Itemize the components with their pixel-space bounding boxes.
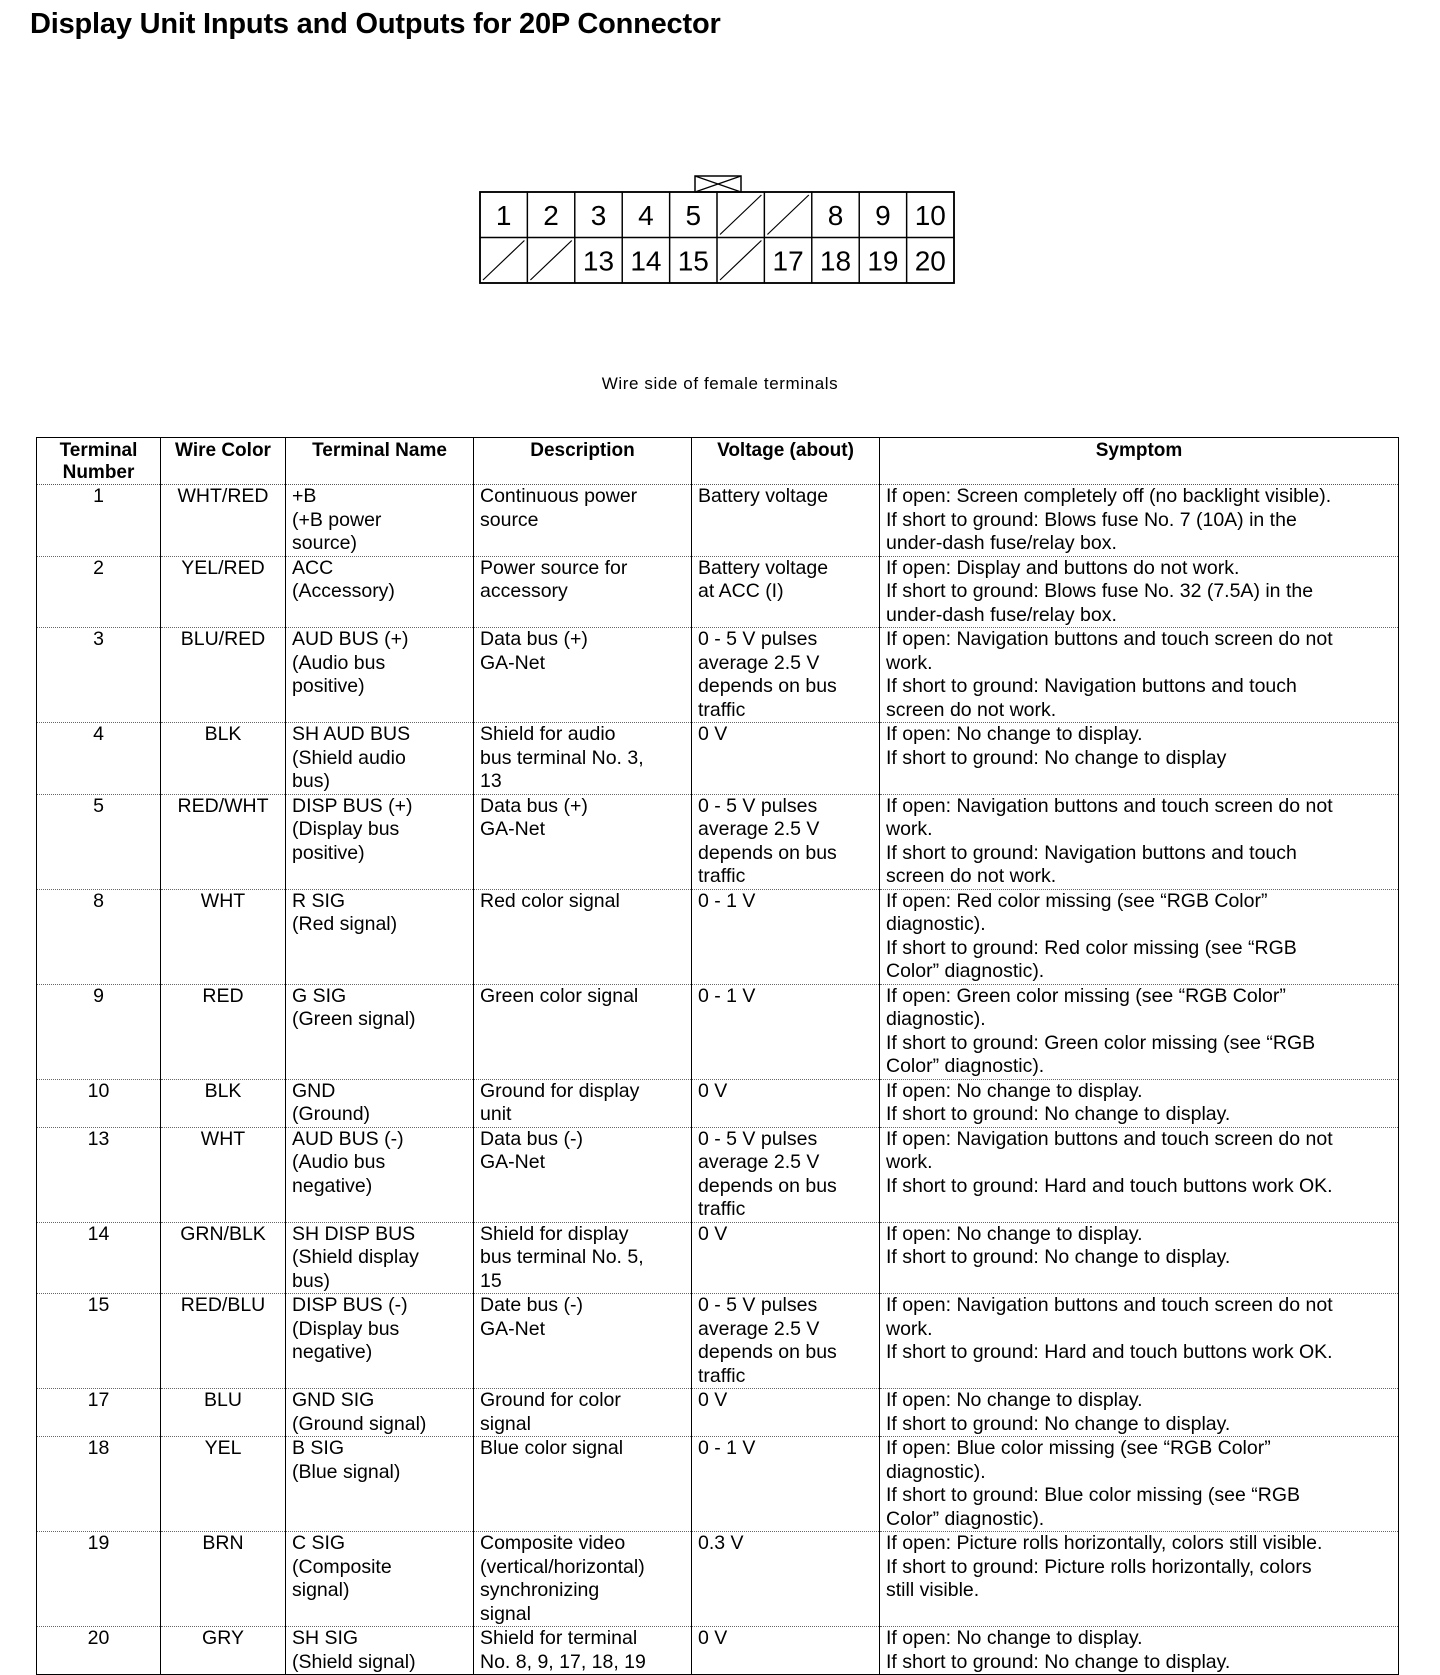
cell-description [474,556,692,628]
cell-terminal-number: 17 [37,1389,161,1437]
table-row [37,556,1399,628]
cell-symptom-line: work. [886,818,933,840]
table-row [37,1389,1399,1437]
header-terminal-name: Terminal Name [286,438,474,485]
table-row [37,1437,1399,1532]
cell-description [474,485,692,557]
cell-symptom [880,1294,1399,1389]
cell-terminal-name-line: (Red signal) [292,913,398,935]
cell-description-line: GA-Net [480,651,546,674]
connector-diagram [478,172,956,284]
cell-terminal-name [286,984,474,1079]
cell-symptom-line: work. [886,651,933,674]
cell-description-line: bus terminal No. 3, [480,746,644,769]
terminal-number-19: 19 [867,245,899,277]
cell-description-line: GA-Net [480,1151,546,1173]
cell-description-line: GA-Net [480,818,546,840]
cell-symptom-line: If short to ground: Picture rolls horizontally, colors [886,1555,1312,1578]
cell-symptom-line: Color” diagnostic). [886,960,1045,982]
table-row [37,1127,1399,1222]
cell-terminal-name-line: (+B power [292,508,382,531]
cell-terminal-name-line: (Ground) [292,1103,371,1125]
cell-symptom [880,485,1399,557]
cell-terminal-name [286,1222,474,1294]
cell-description-line: Date bus (-) [480,1294,583,1316]
connector-caption: Wire side of female terminals [601,374,839,393]
cell-symptom-line: If open: Display and buttons do not work. [886,556,1240,579]
cell-description-line: 13 [480,770,502,792]
cell-terminal-name-line: (Ground signal) [292,1412,427,1435]
table-row [37,723,1399,795]
cell-symptom-line: If open: Navigation buttons and touch screen do not [886,1127,1333,1150]
cell-symptom-line: work. [886,1151,933,1173]
cell-terminal-number: 8 [37,889,161,984]
cell-terminal-name-line: (Audio bus [292,651,386,674]
cell-symptom [880,1627,1399,1675]
cell-symptom-line: under-dash fuse/relay box. [886,532,1117,554]
cell-voltage-line: 0 - 1 V [698,889,756,912]
cell-terminal-name-line: SH AUD BUS [292,723,411,745]
cell-wire-color: GRN/BLK [161,1222,286,1294]
cell-symptom-line: If short to ground: Hard and touch buttons work OK. [886,1174,1333,1197]
cell-symptom-line: If short to ground: No change to display [886,746,1227,769]
cell-voltage-line: at ACC (I) [698,580,784,602]
cell-wire-color: GRY [161,1627,286,1675]
cell-terminal-number: 15 [37,1294,161,1389]
unused-terminal-slash [720,195,761,235]
cell-symptom-line: still visible. [886,1579,980,1601]
table-row [37,485,1399,557]
cell-symptom-line: If open: Green color missing (see “RGB Color” [886,984,1286,1007]
cell-symptom-line: If short to ground: Navigation buttons and touch [886,675,1297,697]
cell-voltage-line: depends on bus [698,841,837,864]
terminal-number-9: 9 [875,199,891,231]
cell-symptom-line: If open: Screen completely off (no backlight visible). [886,485,1332,507]
cell-wire-color: WHT/RED [161,485,286,557]
cell-terminal-number: 14 [37,1222,161,1294]
header-voltage: Voltage (about) [692,438,880,485]
cell-voltage [692,1079,880,1127]
cell-wire-color: YEL/RED [161,556,286,628]
cell-terminal-name-line: AUD BUS (+) [292,628,409,650]
cell-terminal-number: 20 [37,1627,161,1675]
cell-terminal-name-line: DISP BUS (-) [292,1294,408,1316]
cell-voltage [692,889,880,984]
cell-voltage [692,485,880,557]
cell-terminal-number: 18 [37,1437,161,1532]
cell-symptom [880,628,1399,723]
cell-description [474,1389,692,1437]
cell-voltage-line: traffic [698,698,746,721]
cell-description-line: (vertical/horizontal) [480,1555,645,1578]
cell-terminal-name-line: bus) [292,770,330,792]
cell-voltage [692,1437,880,1532]
table-row [37,1079,1399,1127]
page-title: Display Unit Inputs and Outputs for 20P Connector [30,8,721,40]
cell-description [474,1627,692,1675]
cell-symptom-line: If short to ground: Green color missing (see “RGB [886,1031,1316,1054]
cell-wire-color: WHT [161,1127,286,1222]
cell-terminal-name-line: (Green signal) [292,1008,416,1030]
table-header-row [37,438,1399,485]
cell-description-line: source [480,508,539,531]
cell-voltage-line: average 2.5 V [698,651,820,674]
cell-description-line: No. 8, 9, 17, 18, 19 [480,1650,646,1673]
terminal-number-10: 10 [914,199,946,231]
cell-terminal-name [286,1294,474,1389]
cell-terminal-name-line: negative) [292,1174,373,1197]
cell-symptom [880,794,1399,889]
cell-terminal-name-line: G SIG [292,984,347,1007]
cell-voltage [692,556,880,628]
cell-wire-color: WHT [161,889,286,984]
cell-terminal-name-line: ACC [292,556,334,579]
cell-terminal-name [286,1627,474,1675]
terminal-number-14: 14 [630,245,662,277]
terminal-number-13: 13 [582,245,615,277]
cell-wire-color: YEL [161,1437,286,1532]
header-symptom: Symptom [880,438,1399,485]
cell-terminal-name [286,556,474,628]
cell-symptom-line: If short to ground: No change to display. [886,1103,1231,1125]
cell-description-line: signal [480,1602,531,1625]
table-body [37,485,1399,1675]
cell-symptom-line: If open: Picture rolls horizontally, colors still visible. [886,1532,1323,1554]
cell-wire-color: BLU/RED [161,628,286,723]
cell-description-line: Composite video [480,1532,626,1554]
cell-description-line: Green color signal [480,984,639,1007]
table-row [37,1627,1399,1675]
cell-voltage-line: 0 - 1 V [698,1437,756,1459]
terminal-number-3: 3 [590,199,607,231]
cell-description [474,889,692,984]
cell-symptom-line: under-dash fuse/relay box. [886,603,1117,626]
cell-symptom-line: If short to ground: Red color missing (see “RGB [886,936,1297,959]
cell-voltage-line: average 2.5 V [698,1151,820,1173]
cell-symptom-line: If short to ground: No change to display. [886,1412,1231,1435]
cell-terminal-name-line: GND SIG [292,1389,375,1411]
cell-symptom-line: If open: Navigation buttons and touch screen do not [886,628,1333,650]
cell-terminal-number: 3 [37,628,161,723]
cell-description-line: GA-Net [480,1317,546,1340]
cell-symptom-line: If short to ground: No change to display. [886,1650,1231,1673]
cell-symptom-line: diagnostic). [886,913,986,935]
cell-symptom-line: If open: Navigation buttons and touch screen do not [886,1294,1333,1316]
cell-description-line: unit [480,1103,512,1125]
cell-terminal-name [286,1437,474,1532]
cell-terminal-name-line: positive) [292,841,365,864]
cell-description-line: Red color signal [480,889,620,912]
cell-description-line: Continuous power [480,485,638,507]
cell-description [474,984,692,1079]
cell-voltage-line: 0 V [698,723,728,745]
cell-voltage-line: 0 - 5 V pulses [698,628,818,650]
cell-terminal-name-line: signal) [292,1579,350,1601]
cell-terminal-name-line: R SIG [292,889,346,912]
cell-symptom-line: If open: No change to display. [886,1389,1143,1411]
cell-description-line: Data bus (-) [480,1127,583,1150]
cell-symptom-line: If open: No change to display. [886,1627,1143,1649]
cell-symptom [880,556,1399,628]
cell-terminal-name-line: bus) [292,1269,330,1292]
cell-symptom-line: If open: Navigation buttons and touch screen do not [886,794,1333,817]
unused-terminal-slash [767,195,808,235]
cell-description [474,1294,692,1389]
cell-terminal-name-line: (Audio bus [292,1151,386,1173]
connector-svg [478,172,956,284]
cell-voltage [692,1532,880,1627]
cell-description-line: Shield for display [480,1222,629,1245]
table-row [37,1532,1399,1627]
cell-symptom [880,1222,1399,1294]
terminal-number-17: 17 [772,245,804,277]
cell-wire-color: RED/BLU [161,1294,286,1389]
cell-terminal-name [286,628,474,723]
cell-description [474,1222,692,1294]
cell-description-line: Data bus (+) [480,628,588,650]
cell-description-line: synchronizing [480,1579,600,1601]
cell-voltage-line: 0 - 5 V pulses [698,1127,818,1150]
cell-terminal-name [286,889,474,984]
cell-voltage [692,628,880,723]
cell-voltage [692,1127,880,1222]
cell-wire-color: BLK [161,723,286,795]
cell-symptom-line: If open: No change to display. [886,1079,1143,1102]
cell-wire-color: RED [161,984,286,1079]
cell-symptom-line: If short to ground: No change to display. [886,1246,1231,1268]
cell-terminal-number: 2 [37,556,161,628]
terminal-number-18: 18 [819,245,852,277]
cell-voltage [692,723,880,795]
cell-voltage-line: depends on bus [698,675,837,697]
cell-terminal-name-line: positive) [292,675,365,697]
cell-voltage-line: depends on bus [698,1341,837,1363]
cell-symptom [880,723,1399,795]
cell-terminal-name [286,1532,474,1627]
cell-voltage-line: 0 V [698,1222,728,1245]
cell-voltage-line: 0 V [698,1079,728,1102]
cell-terminal-name-line: B SIG [292,1437,345,1459]
cell-voltage-line: Battery voltage [698,485,829,507]
cell-terminal-name-line: (Display bus [292,1317,400,1340]
cell-symptom-line: screen do not work. [886,698,1057,721]
cell-terminal-number: 1 [37,485,161,557]
cell-voltage-line: Battery voltage [698,556,829,579]
cell-description-line: Data bus (+) [480,794,588,817]
connector-lock-tab [695,176,741,192]
cell-description-line: signal [480,1412,531,1435]
cell-description-line: accessory [480,580,568,602]
cell-terminal-name-line: source) [292,532,358,554]
cell-symptom-line: If short to ground: Blows fuse No. 32 (7.5A) in the [886,580,1314,602]
cell-voltage-line: traffic [698,1198,746,1220]
cell-voltage-line: 0.3 V [698,1532,744,1554]
cell-wire-color: BLK [161,1079,286,1127]
table-row [37,889,1399,984]
cell-terminal-name [286,794,474,889]
unused-terminal-slash [483,241,524,281]
cell-voltage [692,1222,880,1294]
cell-terminal-name-line: (Composite [292,1555,392,1578]
cell-terminal-name-line: AUD BUS (-) [292,1127,404,1150]
cell-symptom [880,1437,1399,1532]
cell-terminal-name [286,1127,474,1222]
cell-symptom-line: Color” diagnostic). [886,1055,1045,1077]
cell-voltage [692,1627,880,1675]
terminal-number-8: 8 [827,199,844,231]
cell-terminal-number: 5 [37,794,161,889]
cell-wire-color: BRN [161,1532,286,1627]
cell-symptom [880,984,1399,1079]
cell-description-line: Ground for display [480,1079,640,1102]
cell-description-line: Shield for audio [480,723,616,745]
cell-voltage-line: depends on bus [698,1174,837,1197]
cell-voltage-line: 0 - 5 V pulses [698,794,818,817]
cell-terminal-number: 10 [37,1079,161,1127]
header-terminal-number: Terminal Number [37,438,161,485]
terminal-number-5: 5 [685,199,702,231]
cell-terminal-number: 4 [37,723,161,795]
cell-terminal-name-line: C SIG [292,1532,346,1554]
cell-terminal-name-line: negative) [292,1341,373,1363]
cell-voltage-line: traffic [698,1364,746,1387]
table-row [37,628,1399,723]
cell-symptom-line: If open: No change to display. [886,1222,1143,1245]
cell-voltage-line: traffic [698,865,746,887]
cell-description [474,1079,692,1127]
terminal-number-20: 20 [914,245,946,277]
cell-description [474,1127,692,1222]
table-row [37,1294,1399,1389]
cell-description-line: Blue color signal [480,1437,624,1459]
cell-description [474,1532,692,1627]
cell-voltage-line: average 2.5 V [698,1317,820,1340]
cell-symptom [880,1079,1399,1127]
cell-description-line: 15 [480,1269,502,1292]
cell-voltage [692,794,880,889]
cell-terminal-name-line: (Shield audio [292,746,406,769]
cell-terminal-name [286,1079,474,1127]
cell-symptom-line: If short to ground: Blue color missing (see “RGB [886,1484,1301,1506]
cell-wire-color: RED/WHT [161,794,286,889]
cell-description [474,628,692,723]
table-row [37,794,1399,889]
cell-terminal-number: 9 [37,984,161,1079]
cell-terminal-name-line: DISP BUS (+) [292,794,413,817]
cell-symptom-line: If short to ground: Blows fuse No. 7 (10A) in the [886,508,1297,531]
cell-symptom [880,889,1399,984]
cell-wire-color: BLU [161,1389,286,1437]
cell-terminal-name-line: (Shield signal) [292,1650,416,1673]
cell-voltage [692,1389,880,1437]
cell-terminal-name [286,723,474,795]
cell-terminal-name-line: (Display bus [292,818,400,840]
cell-terminal-number: 13 [37,1127,161,1222]
cell-terminal-name [286,485,474,557]
cell-terminal-name [286,1389,474,1437]
cell-description-line: Shield for terminal [480,1627,638,1649]
cell-terminal-number: 19 [37,1532,161,1627]
cell-voltage-line: 0 V [698,1389,728,1411]
terminal-number-15: 15 [677,245,709,277]
terminal-number-1: 1 [495,199,512,231]
cell-symptom-line: work. [886,1317,933,1340]
header-description: Description [474,438,692,485]
unused-terminal-slash [720,241,761,281]
terminal-number-2: 2 [543,199,559,231]
cell-voltage-line: 0 - 5 V pulses [698,1294,818,1316]
cell-symptom-line: If open: Red color missing (see “RGB Color” [886,889,1268,912]
cell-symptom-line: diagnostic). [886,1008,986,1030]
table-row [37,1222,1399,1294]
cell-symptom [880,1532,1399,1627]
cell-symptom-line: If open: No change to display. [886,723,1143,745]
cell-symptom-line: If short to ground: Hard and touch buttons work OK. [886,1341,1333,1363]
cell-symptom-line: screen do not work. [886,865,1057,887]
cell-terminal-name-line: (Accessory) [292,580,395,602]
cell-terminal-name-line: +B [292,485,317,507]
cell-description-line: Power source for [480,556,628,579]
cell-description [474,1437,692,1532]
cell-terminal-name-line: (Blue signal) [292,1460,401,1483]
cell-voltage-line: average 2.5 V [698,818,820,840]
cell-symptom-line: If short to ground: Navigation buttons and touch [886,841,1297,864]
cell-voltage [692,984,880,1079]
cell-symptom [880,1389,1399,1437]
header-wire-color: Wire Color [161,438,286,485]
cell-symptom-line: diagnostic). [886,1460,986,1483]
cell-symptom-line: If open: Blue color missing (see “RGB Color” [886,1437,1271,1459]
unused-terminal-slash [530,241,571,281]
cell-symptom [880,1127,1399,1222]
cell-voltage-line: 0 - 1 V [698,984,756,1007]
table-row [37,984,1399,1079]
cell-description-line: Ground for color [480,1389,621,1411]
cell-terminal-name-line: SH SIG [292,1627,359,1649]
cell-terminal-name-line: GND [292,1079,336,1102]
cell-terminal-name-line: (Shield display [292,1246,419,1268]
cell-terminal-name-line: SH DISP BUS [292,1222,416,1245]
io-table [36,437,1399,1675]
cell-description [474,794,692,889]
terminal-number-4: 4 [638,199,654,231]
cell-symptom-line: Color” diagnostic). [886,1507,1045,1530]
cell-description [474,723,692,795]
cell-voltage [692,1294,880,1389]
cell-description-line: bus terminal No. 5, [480,1246,644,1268]
cell-voltage-line: 0 V [698,1627,728,1649]
